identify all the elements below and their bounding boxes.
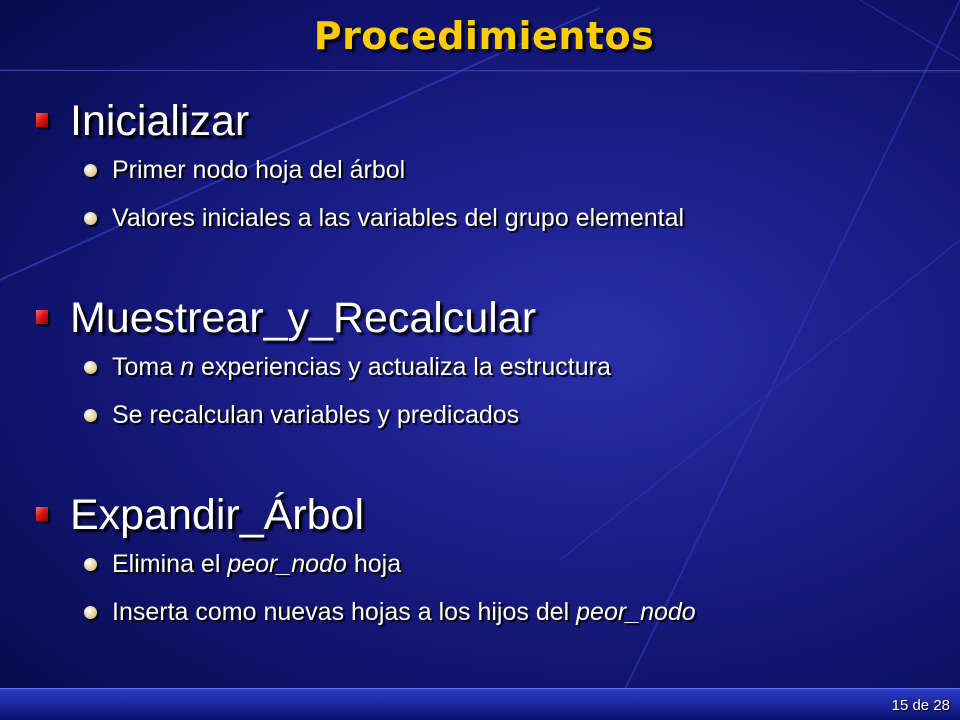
- bullet-item: [112, 203, 684, 233]
- round-bullet-icon: [84, 606, 97, 619]
- text-run: Primer nodo hoja del árbol: [112, 156, 406, 184]
- red-square-bullet-icon: [36, 310, 48, 324]
- italic-term: peor_nodo: [227, 550, 347, 578]
- title-divider: [0, 70, 960, 71]
- italic-term: n: [180, 353, 194, 381]
- text-run: experiencias y actualiza la estructura: [194, 353, 611, 381]
- section-heading: Inicializar: [70, 97, 250, 145]
- bullet-item: [112, 549, 401, 579]
- text-run: Toma: [112, 353, 181, 381]
- section-heading: Muestrear_y_Recalcular: [70, 294, 537, 342]
- round-bullet-icon: [84, 558, 97, 571]
- text-run: Valores iniciales a las variables del grupo elemental: [112, 204, 685, 232]
- slide-title: Procedimientos: [313, 14, 655, 58]
- text-run: Inserta como nuevas hojas a los hijos del: [112, 598, 577, 626]
- text-run: Elimina el: [112, 550, 228, 578]
- round-bullet-icon: [84, 361, 97, 374]
- red-square-bullet-icon: [36, 113, 48, 127]
- section-heading: Expandir_Árbol: [70, 491, 365, 539]
- bullet-item: [112, 155, 405, 185]
- text-run: Se recalculan variables y predicados: [112, 401, 520, 429]
- bullet-item: [112, 400, 519, 430]
- round-bullet-icon: [84, 409, 97, 422]
- red-square-bullet-icon: [36, 507, 48, 521]
- round-bullet-icon: [84, 164, 97, 177]
- italic-term: peor_nodo: [576, 598, 696, 626]
- text-run: hoja: [346, 550, 402, 578]
- bullet-item: [112, 352, 611, 382]
- page-number: 15 de 28: [891, 697, 950, 714]
- round-bullet-icon: [84, 212, 97, 225]
- bullet-item: [112, 597, 696, 627]
- footer-bar: [0, 688, 960, 720]
